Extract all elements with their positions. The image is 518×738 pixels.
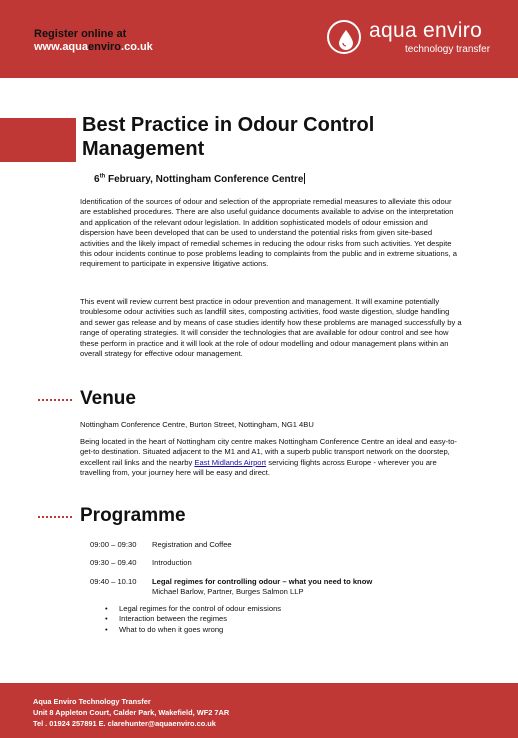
venue-desc-text: Being located in the heart of Nottingham city centre makes Nottingham Conference Centre an ideal and easy-to-get-to destination. Situated adjacent to the M1 and A1, with a superb public transport network on the doorstep, excellent rail links and the nearby [80, 437, 457, 467]
footer-banner [0, 683, 518, 738]
footer-company: Aqua Enviro Technology Transfer [33, 697, 151, 706]
programme-item: Legal regimes for controlling odour – what you need to know [152, 577, 373, 586]
intro-paragraph-2: This event will review current best practice in odour prevention and management. It will examine potentially troublesome odour activities such as landfill sites, composting activities, food waste digestion, sludge handling and sewer gas release and by means of case studies identify how these problems are managed successfully by a range of operating strategies. It will consider the technologies that are available for odour control and see how these perform in practice and it will look at the role of odour modelling and odour management plans within an overall strategy for effective odour management. [80, 297, 462, 359]
venue-description [80, 437, 462, 479]
aqua-enviro-logo [325, 17, 505, 59]
list-item: • Interaction between the regimes [105, 614, 281, 624]
list-item: • What to do when it goes wrong [105, 625, 281, 635]
programme-time: 09:40 – 10.10 [90, 577, 137, 586]
programme-time: 09:00 – 09:30 [90, 540, 137, 549]
date-rest: February, Nottingham Conference Centre [105, 174, 304, 185]
list-item: • Legal regimes for the control of odour emissions [105, 604, 281, 614]
programme-speaker: Michael Barlow, Partner, Burges Salmon LLP [152, 587, 304, 596]
water-drop-icon [339, 30, 353, 50]
venue-desc-text-end: servicing flights across Europe - wherever you are travelling from, your journey here will be easy and direct. [80, 457, 437, 478]
register-url-brand: enviro [88, 41, 122, 53]
title-accent-bar [0, 118, 76, 162]
footer-contact: Tel . 01924 257891 E. clarehunter@aquaenviro.co.uk [33, 719, 216, 728]
logo-brand-text: aqua enviro [369, 19, 483, 42]
register-url-link[interactable] [34, 41, 153, 53]
event-date [94, 173, 305, 185]
intro-paragraph-1: Identification of the sources of odour and selection of the appropriate remedial measures to alleviate this odour are established procedures. There are also useful guidance documents available to advise on the interpretation and application of the relevant odour legislation. In addition sophisticated models of odour emission and dispersion have been developed that can be used to understand the potential risks from given site-based activities and the likely impact of remedial schemes in reducing the odour risks from such activities. Yet despite this odour incidents continue to pose problems leading to complaints from the public and in extreme situations, a requirement to participate in expensive litigative actions. [80, 197, 457, 269]
title-line-1: Best Practice in Odour Control [82, 114, 375, 136]
programme-time: 09:30 – 09.40 [90, 558, 137, 567]
register-url-suffix: .co.uk [121, 41, 153, 53]
footer-address: Unit 8 Appleton Court, Calder Park, Wakefield, WF2 7AR [33, 708, 230, 717]
programme-heading: Programme [80, 505, 186, 526]
venue-address: Nottingham Conference Centre, Burton Street, Nottingham, NG1 4BU [80, 420, 314, 429]
programme-dotted-rule [38, 516, 72, 518]
event-title [82, 113, 482, 161]
programme-item: Introduction [152, 558, 192, 567]
programme-item: Registration and Coffee [152, 540, 232, 549]
date-day: 6 [94, 174, 100, 185]
register-label: Register online at [34, 28, 127, 40]
session-bullet-list [105, 604, 281, 635]
venue-heading: Venue [80, 388, 136, 409]
venue-dotted-rule [38, 399, 72, 401]
logo-circle-icon [327, 20, 361, 54]
header-banner [0, 0, 518, 78]
logo-subtitle-text: technology transfer [405, 44, 491, 55]
title-line-2: Management [82, 138, 205, 160]
text-cursor [304, 173, 305, 184]
east-midlands-airport-link[interactable]: East Midlands Airport [194, 457, 267, 467]
register-url-prefix: www.aqua [34, 41, 88, 53]
date-suffix: th [99, 173, 106, 180]
